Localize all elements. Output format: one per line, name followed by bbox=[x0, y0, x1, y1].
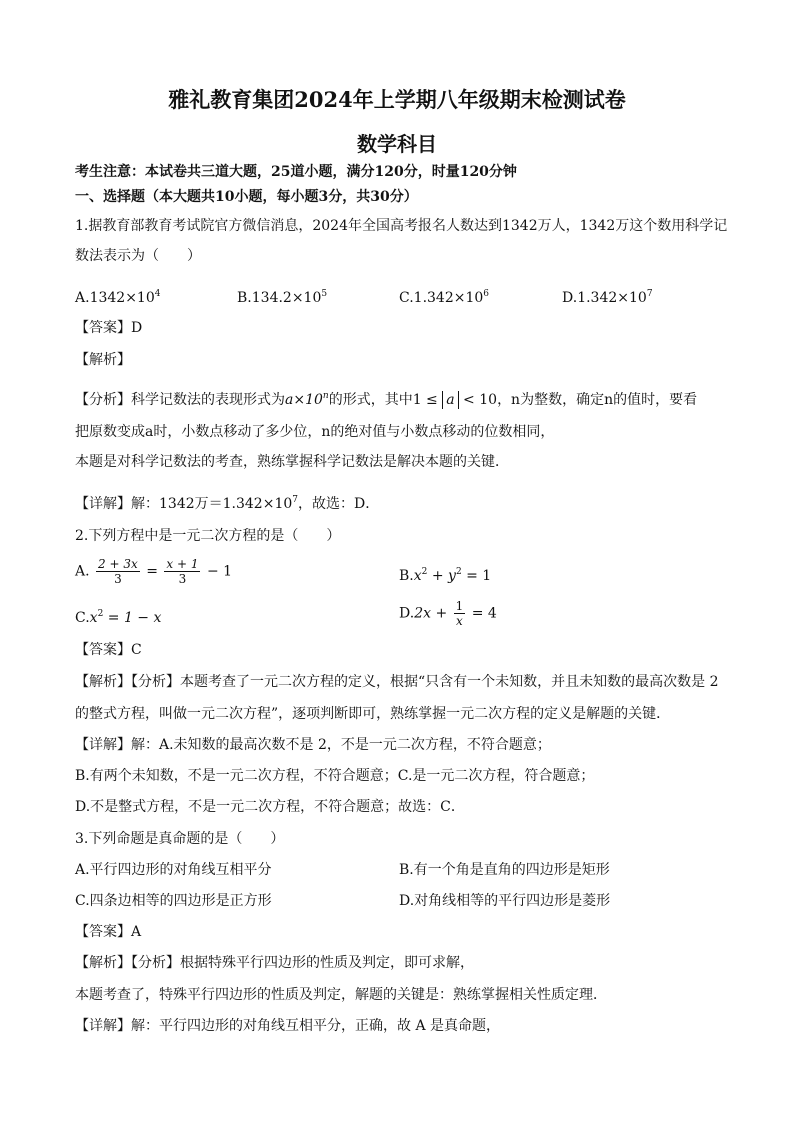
q2-option-d: D.2x + $\frac{1}{x}$ = 4 bbox=[399, 599, 497, 628]
q1-detail: 【详解】解：1342万$=1.342\times 10^7$，故选：D． bbox=[75, 495, 380, 512]
q3-analysis-line2: 本题考查了，特殊平行四边形的性质及判定，解题的关键是：熟练掌握相关性质定理． bbox=[75, 987, 607, 1003]
q1-answer: 【答案】D bbox=[75, 320, 143, 336]
q2-detail-line2: B.有两个未知数，不是一元二次方程，不符合题意；C.是一元二次方程，符合题意； bbox=[75, 768, 595, 784]
q1-option-d: $D.1.342\times 10^7$ bbox=[562, 289, 653, 306]
q3-option-c: C.四条边相等的四边形是正方形 bbox=[75, 893, 272, 909]
question-1-stem-cont: 数法表示为（ ） bbox=[75, 248, 201, 264]
q2-detail-line1: 【详解】解：A.未知数的最高次数不是 2，不是一元二次方程，不符合题意； bbox=[75, 737, 551, 753]
page-title: 雅礼教育集团2024年上学期八年级期末检测试卷 bbox=[168, 87, 626, 112]
q3-option-d: D.对角线相等的平行四边形是菱形 bbox=[399, 893, 611, 909]
q2-answer: 【答案】C bbox=[75, 642, 142, 658]
q2-option-a: A. $\frac{2 + 3x}{3}$ = $\frac{x + 1}{3}$ − 1 bbox=[75, 557, 233, 586]
q1-analysis-line3: 本题是对科学记数法的考查，熟练掌握科学记数法是解决本题的关键． bbox=[75, 454, 509, 470]
question-2-stem: 2.下列方程中是一元二次方程的是（ ） bbox=[75, 528, 341, 544]
page-subtitle: 数学科目 bbox=[357, 132, 437, 156]
exam-notice: 考生注意：本试卷共三道大题，25道小题，满分120分，时量120分钟 bbox=[75, 164, 517, 180]
q3-answer: 【答案】A bbox=[75, 924, 142, 940]
section-heading: 一、选择题（本大题共10小题，每小题3分，共30分） bbox=[75, 189, 418, 205]
q2-analysis-line1: 【解析】【分析】本题考查了一元二次方程的定义，根据“只含有一个未知数，并且未知数的最高次数是 2 bbox=[75, 674, 719, 690]
q1-option-c: $C.1.342\times 10^6$ bbox=[399, 289, 490, 306]
q1-analysis-line2: 把原数变成a时，小数点移动了多少位，n的绝对值与小数点移动的位数相同， bbox=[75, 424, 555, 440]
q3-option-a: A.平行四边形的对角线互相平分 bbox=[75, 862, 272, 878]
q3-detail-line1: 【详解】解：平行四边形的对角线互相平分，正确，故 A 是真命题， bbox=[75, 1018, 501, 1034]
q1-analysis-label: 【解析】 bbox=[75, 352, 131, 368]
q3-option-b: B.有一个角是直角的四边形是矩形 bbox=[399, 862, 610, 878]
q1-analysis-line1: 【分析】科学记数法的表现形式为$a\times 10^n$的形式，其中1 ≤ a < 10，n为整数，确定n的值时，要看 bbox=[75, 391, 698, 408]
q1-option-b: $B.134.2\times 10^5$ bbox=[237, 289, 328, 306]
q2-detail-line3: D.不是整式方程，不是一元二次方程，不符合题意；故选：C． bbox=[75, 799, 465, 815]
q2-option-c: $C.x^2 = 1 - x$ bbox=[75, 609, 162, 626]
q2-option-b: $B.x^2 + y^2 = 1$ bbox=[399, 567, 492, 584]
q3-analysis-line1: 【解析】【分析】根据特殊平行四边形的性质及判定，即可求解， bbox=[75, 955, 474, 971]
q1-option-a: $A.1342\times 10^4$ bbox=[75, 289, 161, 306]
question-3-stem: 3.下列命题是真命题的是（ ） bbox=[75, 831, 285, 847]
question-1-stem: 1.据教育部教育考试院官方微信消息，2024年全国高考报名人数达到1342万人，1342万这个数用科学记 bbox=[75, 218, 728, 234]
q2-analysis-line2: 的整式方程，叫做一元二次方程”，逐项判断即可，熟练掌握一元二次方程的定义是解题的关键． bbox=[75, 706, 671, 722]
